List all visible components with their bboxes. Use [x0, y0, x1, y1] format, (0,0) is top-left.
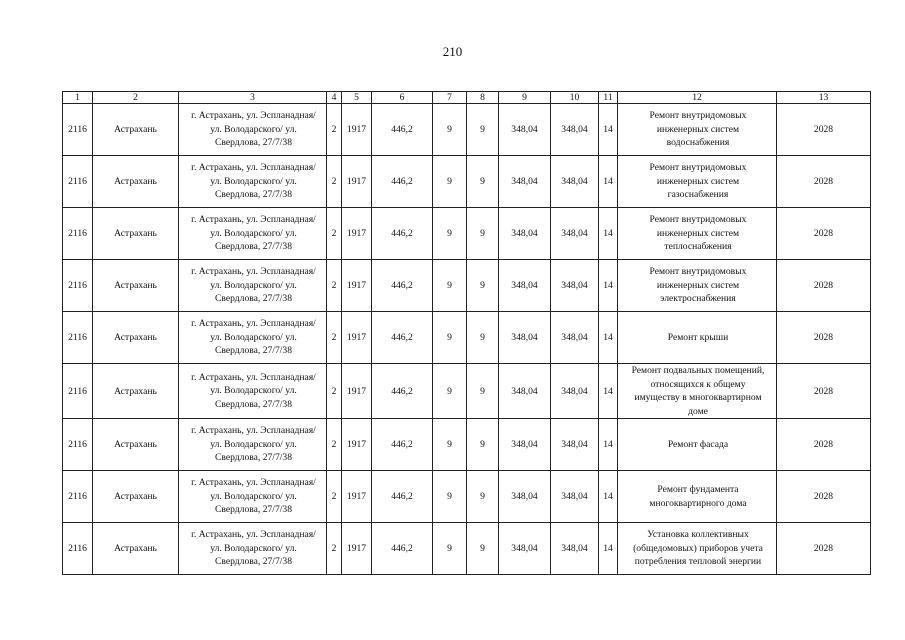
repair-program-table	[62, 91, 871, 575]
address-line: Свердлова, 27/7/38	[214, 452, 293, 464]
column-9-cell: 348,04	[499, 156, 551, 208]
column-4-cell: 2	[327, 312, 342, 364]
work-type-line: Ремонт фундамента	[657, 484, 739, 495]
work-type-line: потребления тепловой энергии	[634, 556, 762, 568]
column-4-cell: 2	[327, 364, 342, 419]
address-line: г. Астрахань, ул. Эспланадная/	[191, 425, 316, 437]
column-9-cell: 348,04	[499, 364, 551, 419]
address-line: ул. Володарского/ ул.	[210, 331, 297, 343]
area-cell: 446,2	[372, 471, 433, 523]
city-cell: Астрахань	[93, 312, 179, 364]
city-cell: Астрахань	[93, 260, 179, 312]
work-type-line: Ремонт подвальных помещений,	[631, 365, 765, 376]
column-10-cell: 348,04	[551, 312, 599, 364]
area-cell: 446,2	[372, 208, 433, 260]
address-cell	[179, 419, 327, 471]
column-7-cell: 9	[433, 104, 467, 156]
column-4-cell: 2	[327, 156, 342, 208]
table-row	[63, 156, 871, 208]
address-cell	[179, 104, 327, 156]
address-line: ул. Володарского/ ул.	[210, 227, 297, 239]
column-7-cell: 9	[433, 419, 467, 471]
work-type-cell	[618, 523, 777, 575]
address-line: г. Астрахань, ул. Эспланадная/	[191, 214, 316, 226]
column-11-cell: 14	[599, 364, 618, 419]
address-cell	[179, 523, 327, 575]
column-7-cell: 9	[433, 523, 467, 575]
address-cell	[179, 364, 327, 419]
work-type-line: инженерных систем	[656, 279, 740, 291]
column-8-cell: 9	[467, 364, 499, 419]
column-8-cell: 9	[467, 104, 499, 156]
column-8-cell: 9	[467, 471, 499, 523]
building-id-cell: 2116	[63, 312, 93, 364]
address-line: ул. Володарского/ ул.	[210, 542, 297, 554]
column-7-cell: 9	[433, 260, 467, 312]
city-cell: Астрахань	[93, 364, 179, 419]
address-line: ул. Володарского/ ул.	[210, 279, 297, 291]
work-type-cell	[618, 471, 777, 523]
address-line: ул. Володарского/ ул.	[210, 385, 297, 397]
address-cell	[179, 156, 327, 208]
column-10-cell: 348,04	[551, 156, 599, 208]
column-10-cell: 348,04	[551, 364, 599, 419]
column-10-cell: 348,04	[551, 208, 599, 260]
work-type-line: относящихся к общему	[650, 378, 746, 390]
work-type-cell	[618, 312, 777, 364]
column-number: 13	[777, 92, 871, 104]
column-8-cell: 9	[467, 419, 499, 471]
work-type-line: доме	[688, 405, 708, 417]
address-line: г. Астрахань, ул. Эспланадная/	[191, 371, 316, 383]
column-number: 12	[618, 92, 777, 104]
column-9-cell: 348,04	[499, 471, 551, 523]
year-cell: 1917	[342, 260, 372, 312]
work-type-cell	[618, 156, 777, 208]
work-type-cell	[618, 208, 777, 260]
column-7-cell: 9	[433, 156, 467, 208]
work-type-line: Ремонт внутридомовых	[649, 162, 747, 174]
column-number: 8	[467, 92, 499, 104]
deadline-cell: 2028	[777, 471, 871, 523]
column-11-cell: 14	[599, 156, 618, 208]
column-8-cell: 9	[467, 523, 499, 575]
address-cell	[179, 471, 327, 523]
address-line: г. Астрахань, ул. Эспланадная/	[191, 266, 316, 278]
year-cell: 1917	[342, 156, 372, 208]
work-type-line: Ремонт внутридомовых	[649, 214, 747, 226]
address-line: Свердлова, 27/7/38	[214, 293, 293, 305]
address-line: ул. Володарского/ ул.	[210, 123, 297, 135]
column-10-cell: 348,04	[551, 523, 599, 575]
year-cell: 1917	[342, 312, 372, 364]
column-8-cell: 9	[467, 260, 499, 312]
table-row	[63, 419, 871, 471]
column-8-cell: 9	[467, 156, 499, 208]
work-type-line: водоснабжения	[666, 137, 730, 149]
work-type-line: Ремонт внутридомовых	[649, 266, 747, 278]
address-cell	[179, 260, 327, 312]
building-id-cell: 2116	[63, 471, 93, 523]
work-type-line: инженерных систем	[656, 175, 740, 187]
column-11-cell: 14	[599, 523, 618, 575]
column-10-cell: 348,04	[551, 419, 599, 471]
column-11-cell: 14	[599, 471, 618, 523]
column-11-cell: 14	[599, 419, 618, 471]
column-9-cell: 348,04	[499, 208, 551, 260]
work-type-line: электроснабжения	[660, 293, 736, 305]
column-7-cell: 9	[433, 208, 467, 260]
work-type-cell	[618, 419, 777, 471]
area-cell: 446,2	[372, 312, 433, 364]
work-type-line: имуществу в многоквартирном	[634, 392, 762, 403]
deadline-cell: 2028	[777, 260, 871, 312]
building-id-cell: 2116	[63, 208, 93, 260]
column-8-cell: 9	[467, 312, 499, 364]
address-cell	[179, 312, 327, 364]
column-number: 10	[551, 92, 599, 104]
year-cell: 1917	[342, 419, 372, 471]
year-cell: 1917	[342, 523, 372, 575]
column-number: 4	[327, 92, 342, 104]
column-number: 1	[63, 92, 93, 104]
city-cell: Астрахань	[93, 523, 179, 575]
column-number: 9	[499, 92, 551, 104]
column-7-cell: 9	[433, 364, 467, 419]
column-number: 2	[93, 92, 179, 104]
city-cell: Астрахань	[93, 208, 179, 260]
city-cell: Астрахань	[93, 419, 179, 471]
address-line: Свердлова, 27/7/38	[214, 189, 293, 201]
deadline-cell: 2028	[777, 523, 871, 575]
work-type-line: газоснабжения	[667, 189, 729, 201]
building-id-cell: 2116	[63, 364, 93, 419]
year-cell: 1917	[342, 471, 372, 523]
deadline-cell: 2028	[777, 208, 871, 260]
building-id-cell: 2116	[63, 104, 93, 156]
city-cell: Астрахань	[93, 104, 179, 156]
column-9-cell: 348,04	[499, 104, 551, 156]
building-id-cell: 2116	[63, 156, 93, 208]
work-type-line: (общедомовых) приборов учета	[633, 542, 763, 554]
column-7-cell: 9	[433, 471, 467, 523]
column-number: 3	[179, 92, 327, 104]
work-type-line: теплоснабжения	[664, 241, 732, 253]
area-cell: 446,2	[372, 260, 433, 312]
area-cell: 446,2	[372, 364, 433, 419]
column-11-cell: 14	[599, 104, 618, 156]
address-line: Свердлова, 27/7/38	[214, 241, 293, 253]
work-type-cell	[618, 104, 777, 156]
column-number: 5	[342, 92, 372, 104]
year-cell: 1917	[342, 104, 372, 156]
address-line: Свердлова, 27/7/38	[214, 398, 293, 410]
column-10-cell: 348,04	[551, 471, 599, 523]
address-line: г. Астрахань, ул. Эспланадная/	[191, 110, 316, 122]
deadline-cell: 2028	[777, 364, 871, 419]
work-type-line: Ремонт фасада	[667, 438, 729, 450]
work-type-line: Ремонт крыши	[667, 331, 729, 343]
page-number: 210	[442, 44, 463, 59]
column-10-cell: 348,04	[551, 104, 599, 156]
table-row	[63, 364, 871, 419]
table-row	[63, 208, 871, 260]
column-10-cell: 348,04	[551, 260, 599, 312]
table-row	[63, 523, 871, 575]
city-cell: Астрахань	[93, 156, 179, 208]
column-9-cell: 348,04	[499, 312, 551, 364]
address-cell	[179, 208, 327, 260]
address-line: ул. Володарского/ ул.	[210, 175, 297, 187]
deadline-cell: 2028	[777, 156, 871, 208]
column-number: 11	[599, 92, 618, 104]
column-4-cell: 2	[327, 523, 342, 575]
table-row	[63, 471, 871, 523]
column-number: 7	[433, 92, 467, 104]
column-4-cell: 2	[327, 471, 342, 523]
address-line: ул. Володарского/ ул.	[210, 438, 297, 450]
year-cell: 1917	[342, 364, 372, 419]
column-9-cell: 348,04	[499, 419, 551, 471]
column-number: 6	[372, 92, 433, 104]
column-4-cell: 2	[327, 208, 342, 260]
column-4-cell: 2	[327, 260, 342, 312]
column-11-cell: 14	[599, 208, 618, 260]
column-4-cell: 2	[327, 104, 342, 156]
area-cell: 446,2	[372, 156, 433, 208]
deadline-cell: 2028	[777, 312, 871, 364]
column-11-cell: 14	[599, 312, 618, 364]
column-4-cell: 2	[327, 419, 342, 471]
building-id-cell: 2116	[63, 523, 93, 575]
address-line: г. Астрахань, ул. Эспланадная/	[191, 529, 316, 541]
work-type-line: Ремонт внутридомовых	[649, 110, 747, 122]
work-type-cell	[618, 260, 777, 312]
column-9-cell: 348,04	[499, 523, 551, 575]
area-cell: 446,2	[372, 523, 433, 575]
column-7-cell: 9	[433, 312, 467, 364]
work-type-line: инженерных систем	[656, 123, 740, 135]
table-row	[63, 260, 871, 312]
address-line: ул. Володарского/ ул.	[210, 490, 297, 502]
address-line: г. Астрахань, ул. Эспланадная/	[191, 318, 316, 330]
column-8-cell: 9	[467, 208, 499, 260]
year-cell: 1917	[342, 208, 372, 260]
column-11-cell: 14	[599, 260, 618, 312]
address-line: г. Астрахань, ул. Эспланадная/	[191, 477, 316, 489]
table-row	[63, 104, 871, 156]
building-id-cell: 2116	[63, 260, 93, 312]
address-line: Свердлова, 27/7/38	[214, 504, 293, 516]
column-number-row	[63, 92, 871, 104]
work-type-line: Установка коллективных	[647, 529, 749, 541]
work-type-line: инженерных систем	[656, 227, 740, 239]
work-type-cell	[618, 364, 777, 419]
city-cell: Астрахань	[93, 471, 179, 523]
area-cell: 446,2	[372, 104, 433, 156]
work-type-line: многоквартирного дома	[649, 497, 747, 509]
address-line: Свердлова, 27/7/38	[214, 345, 293, 357]
address-line: Свердлова, 27/7/38	[214, 137, 293, 149]
area-cell: 446,2	[372, 419, 433, 471]
table-row	[63, 312, 871, 364]
address-line: Свердлова, 27/7/38	[214, 556, 293, 568]
column-9-cell: 348,04	[499, 260, 551, 312]
building-id-cell: 2116	[63, 419, 93, 471]
deadline-cell: 2028	[777, 104, 871, 156]
address-line: г. Астрахань, ул. Эспланадная/	[191, 162, 316, 174]
deadline-cell: 2028	[777, 419, 871, 471]
